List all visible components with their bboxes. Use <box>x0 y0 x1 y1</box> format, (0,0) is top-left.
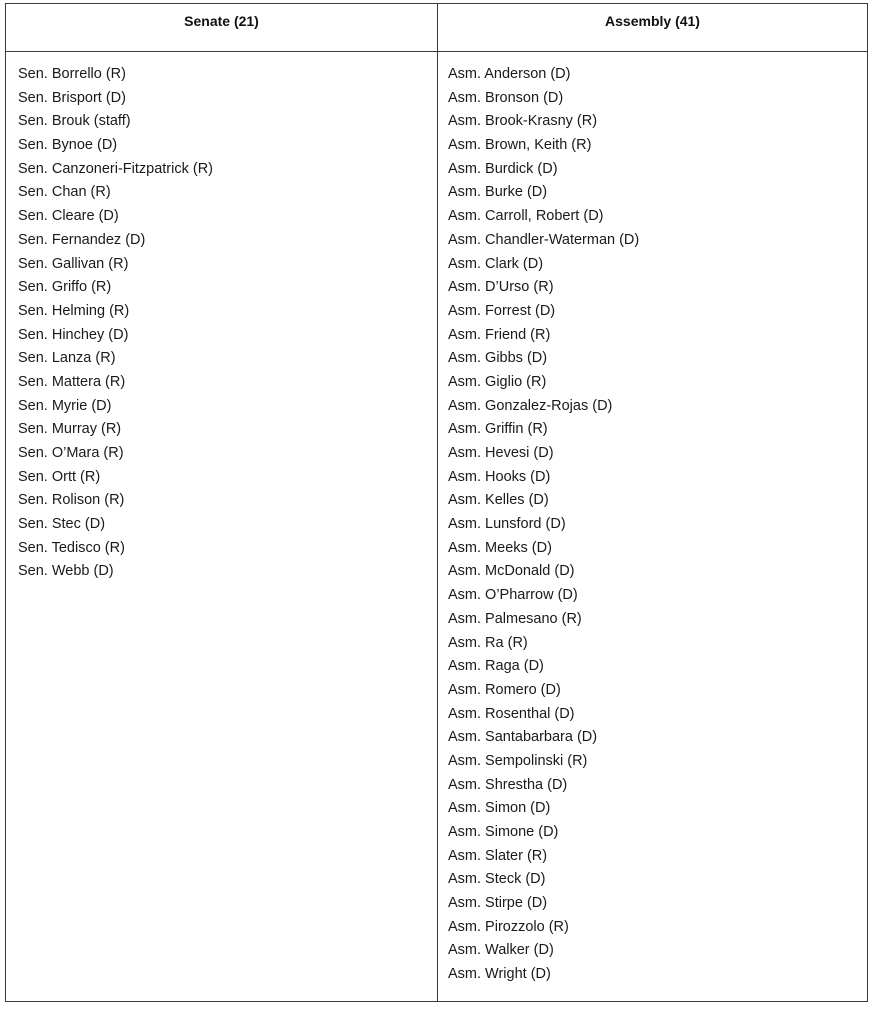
assembly-member: Asm. Shrestha (D) <box>448 776 568 793</box>
assembly-member: Asm. Simone (D) <box>448 824 559 840</box>
assembly-member: Asm. Slater (R) <box>448 847 548 864</box>
assembly-member: Asm. Ra (R) <box>448 634 528 651</box>
senate-member: Sen. Brisport (D) <box>18 89 126 106</box>
assembly-member: Asm. Griffin (R) <box>448 421 548 438</box>
assembly-member: Asm. Romero (D) <box>448 681 561 698</box>
senate-member: Sen. Chan (R) <box>18 184 111 201</box>
member-row <box>6 52 868 1002</box>
assembly-member: Asm. Palmesano (R) <box>448 610 582 627</box>
assembly-member: Asm. Lunsford (D) <box>448 516 566 533</box>
senate-member: Sen. Borrello (R) <box>18 66 126 82</box>
assembly-member: Asm. Rosenthal (D) <box>448 705 575 722</box>
assembly-member: Asm. Steck (D) <box>448 871 546 888</box>
senate-header: Senate (21) <box>6 4 438 52</box>
assembly-member: Asm. Santabarbara (D) <box>448 729 598 746</box>
header-row <box>6 4 868 52</box>
senate-member: Sen. Gallivan (R) <box>18 255 129 272</box>
assembly-member: Asm. Gibbs (D) <box>448 350 548 367</box>
assembly-member: Asm. Brown, Keith (R) <box>448 137 592 154</box>
assembly-member: Asm. Stirpe (D) <box>448 895 548 912</box>
assembly-member: Asm. Wright (D) <box>448 966 551 983</box>
assembly-member: Asm. Giglio (R) <box>448 373 547 390</box>
senate-member: Sen. Brouk (staff) <box>18 113 131 130</box>
assembly-member: Asm. Simon (D) <box>448 800 551 817</box>
senate-member: Sen. Helming (R) <box>18 302 130 319</box>
assembly-member: Asm. Clark (D) <box>448 255 544 272</box>
legislator-roster-table <box>5 3 868 1002</box>
senate-member: Sen. Murray (R) <box>18 421 122 438</box>
assembly-header: Assembly (41) <box>438 4 868 52</box>
assembly-member: Asm. Gonzalez-Rojas (D) <box>448 397 613 414</box>
assembly-member: Asm. Kelles (D) <box>448 492 549 509</box>
assembly-member: Asm. Meeks (D) <box>448 539 552 556</box>
assembly-member: Asm. Hevesi (D) <box>448 445 554 461</box>
assembly-member: Asm. O’Pharrow (D) <box>448 587 578 604</box>
assembly-member: Asm. Carroll, Robert (D) <box>448 208 604 225</box>
assembly-member: Asm. Burke (D) <box>448 184 548 201</box>
senate-member: Sen. Griffo (R) <box>18 279 112 296</box>
assembly-member: Asm. Sempolinski (R) <box>448 752 588 769</box>
assembly-member: Asm. Burdick (D) <box>448 160 558 177</box>
senate-member: Sen. Mattera (R) <box>18 373 126 390</box>
assembly-member: Asm. Walker (D) <box>448 942 554 959</box>
senate-member: Sen. Bynoe (D) <box>18 137 118 154</box>
assembly-member: Asm. Hooks (D) <box>448 468 551 485</box>
senate-member-list <box>18 63 437 584</box>
assembly-member: Asm. Forrest (D) <box>448 302 556 319</box>
assembly-member: Asm. Pirozzolo (R) <box>448 918 569 935</box>
senate-member: Sen. Tedisco (R) <box>18 539 125 556</box>
assembly-member: Asm. McDonald (D) <box>448 563 575 580</box>
senate-column <box>6 52 438 1002</box>
senate-member: Sen. O’Mara (R) <box>18 445 124 461</box>
assembly-member: Asm. Raga (D) <box>448 658 544 675</box>
senate-member: Sen. Canzoneri-Fitzpatrick (R) <box>18 160 213 177</box>
senate-member: Sen. Stec (D) <box>18 516 106 533</box>
senate-member: Sen. Ortt (R) <box>18 468 101 485</box>
assembly-member: Asm. Friend (R) <box>448 326 551 343</box>
assembly-member: Asm. Brook-Krasny (R) <box>448 113 598 130</box>
assembly-member: Asm. Chandler-Waterman (D) <box>448 231 640 248</box>
senate-member: Sen. Fernandez (D) <box>18 231 146 248</box>
senate-member: Sen. Rolison (R) <box>18 492 125 509</box>
senate-member: Sen. Cleare (D) <box>18 208 119 225</box>
senate-member: Sen. Myrie (D) <box>18 397 112 414</box>
senate-member: Sen. Webb (D) <box>18 563 114 580</box>
assembly-member-list <box>448 63 867 987</box>
senate-member: Sen. Hinchey (D) <box>18 326 129 343</box>
assembly-member: Asm. D’Urso (R) <box>448 279 554 296</box>
assembly-member: Asm. Bronson (D) <box>448 89 564 106</box>
assembly-member: Asm. Anderson (D) <box>448 66 571 82</box>
senate-member: Sen. Lanza (R) <box>18 350 116 367</box>
assembly-column <box>438 52 868 1002</box>
